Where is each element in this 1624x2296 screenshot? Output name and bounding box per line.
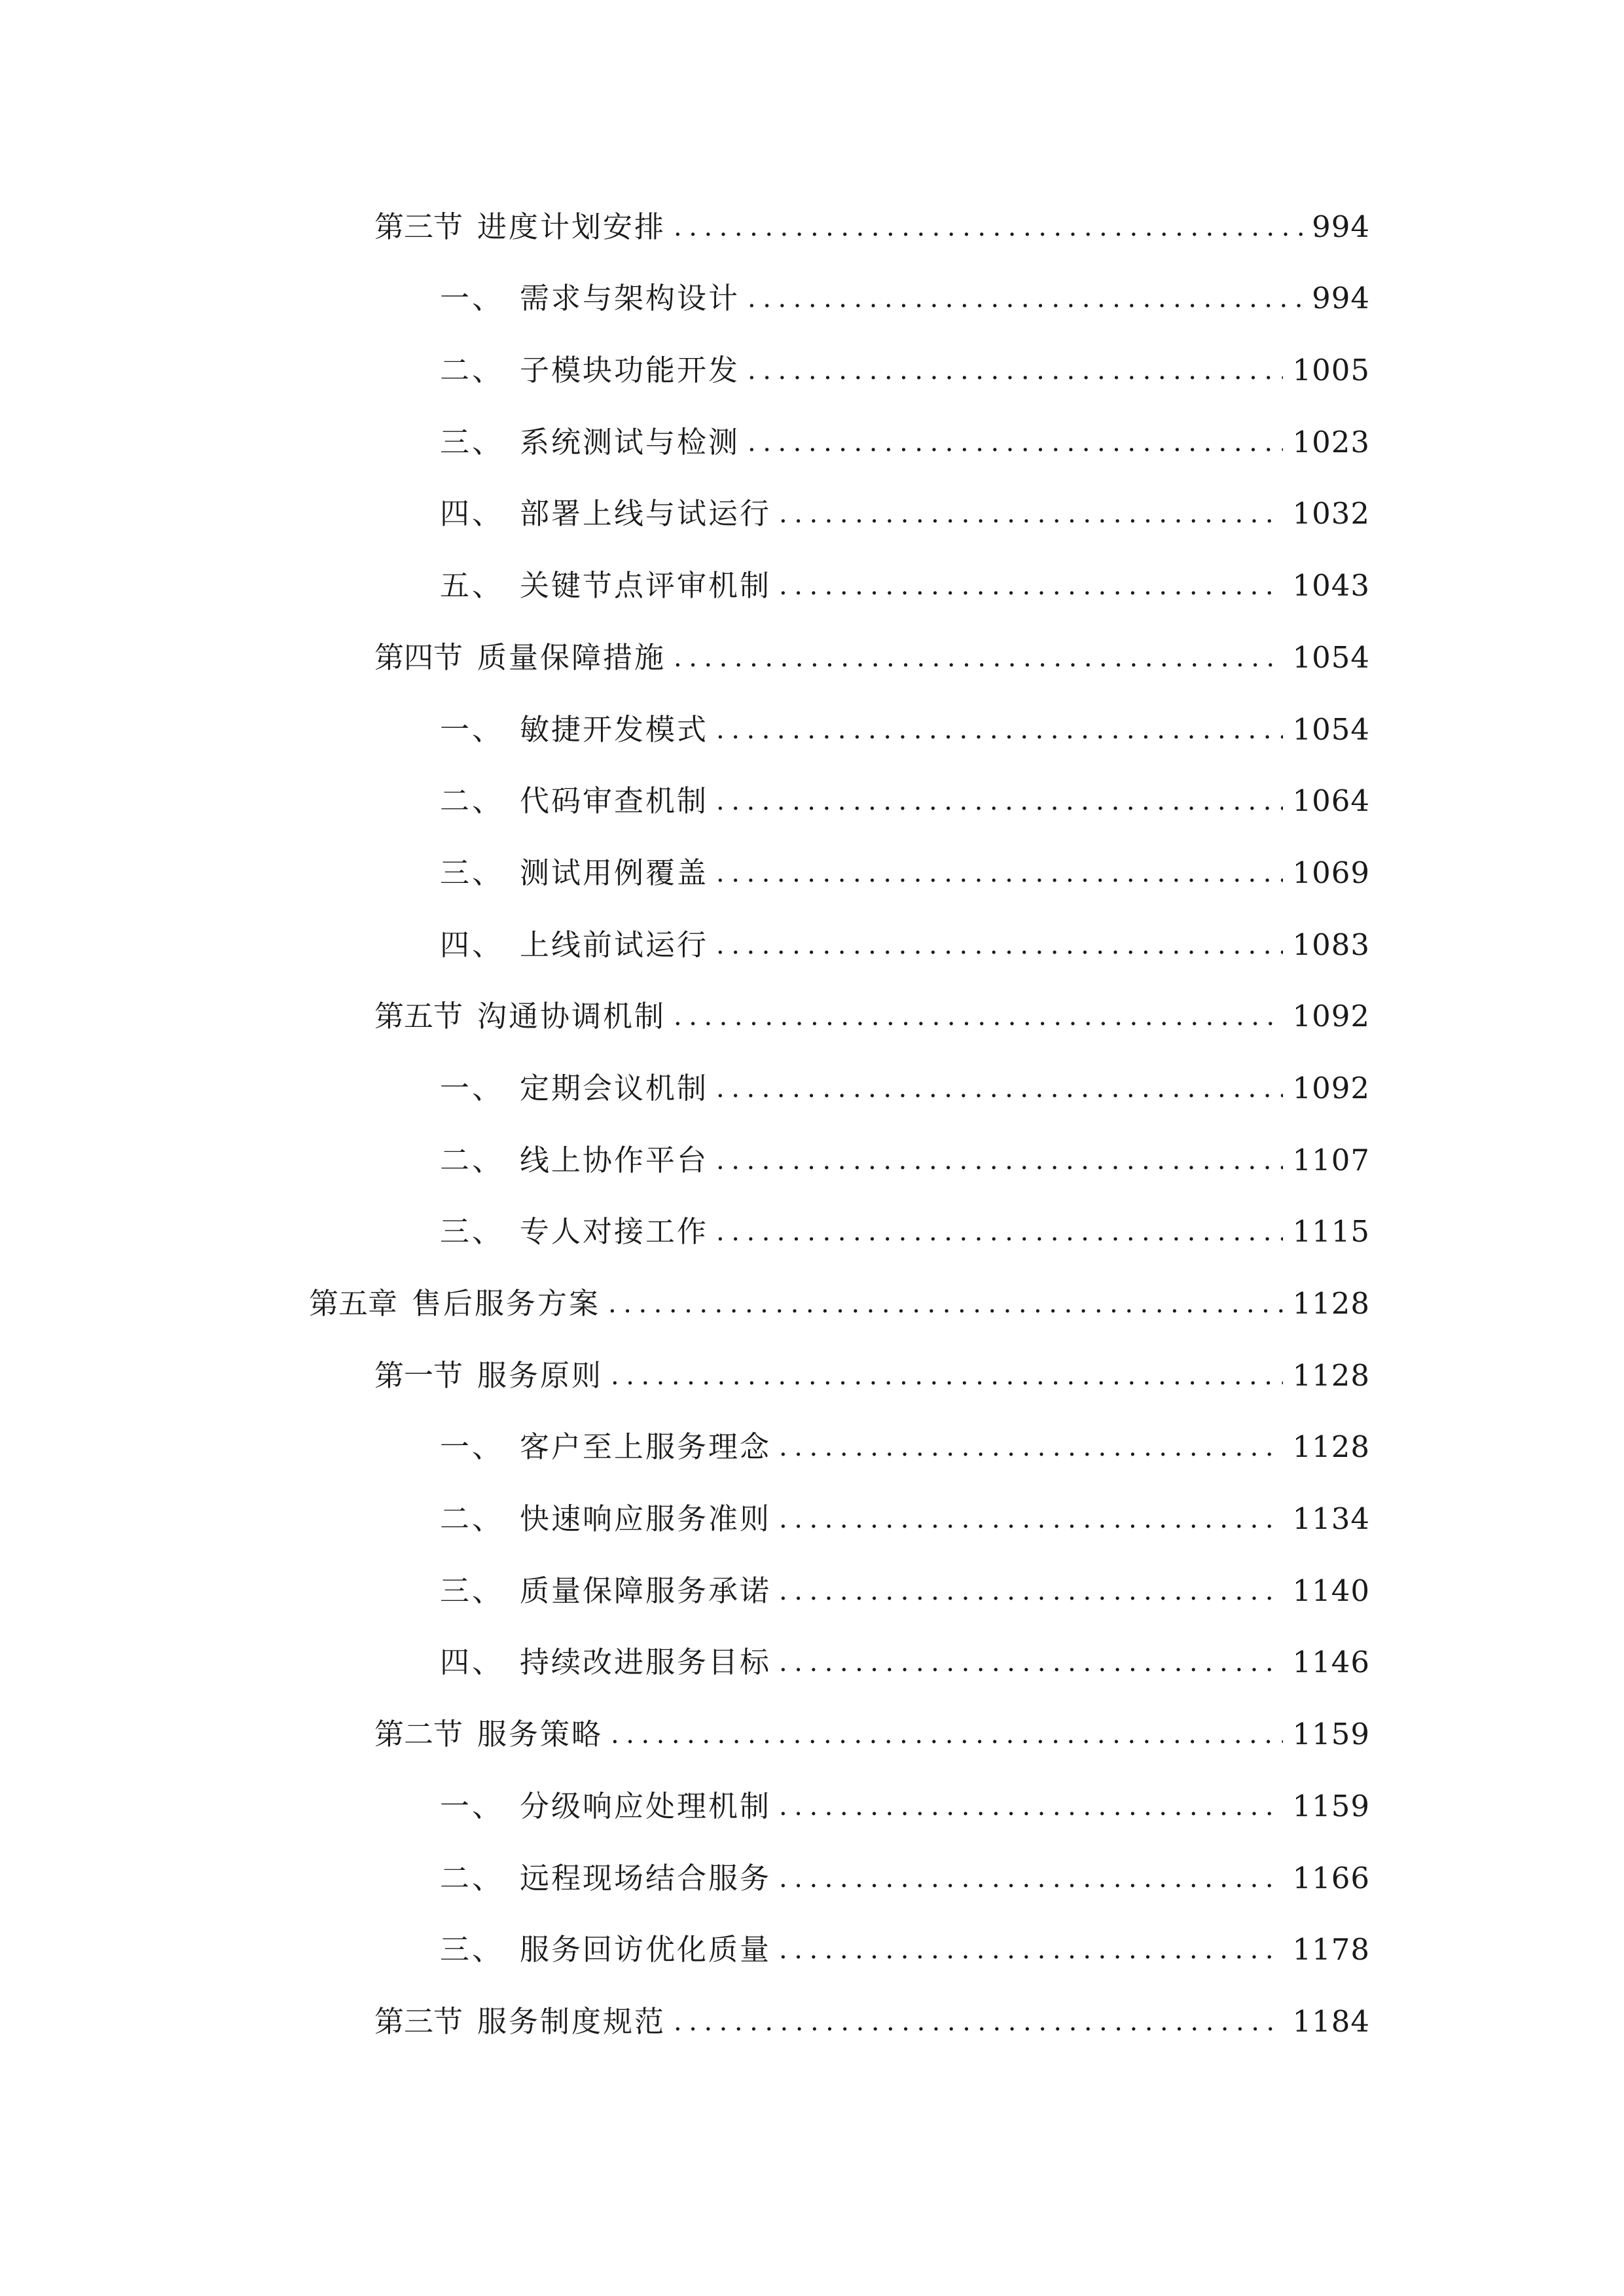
toc-entry-title: 线上协作平台: [520, 1142, 709, 1177]
toc-entry-title: 沟通协调机制: [477, 999, 666, 1034]
toc-dot-leader: [716, 713, 1283, 747]
toc-entry-number: 第四节: [374, 639, 463, 675]
toc-entry-title: 上线前试运行: [520, 927, 709, 962]
toc-entry-title: 需求与架构设计: [520, 281, 740, 316]
toc-entry-number: 一、: [440, 1429, 505, 1465]
toc-dot-leader: [779, 497, 1283, 531]
toc-entry-title: 专人对接工作: [520, 1214, 709, 1249]
toc-entry-number: 第三节: [374, 209, 463, 244]
toc-entry-title: 服务策略: [477, 1717, 604, 1752]
toc-dot-leader: [779, 1933, 1283, 1967]
toc-page-number: 1128: [1292, 1286, 1370, 1321]
toc-entry-title: 测试用例覆盖: [520, 855, 709, 890]
toc-page-number: 1128: [1292, 1357, 1370, 1393]
toc-entry-number: 第五章: [309, 1286, 398, 1321]
toc-dot-leader: [608, 1287, 1283, 1321]
toc-page-number: 1069: [1292, 855, 1370, 890]
toc-entry-number: 二、: [440, 353, 505, 388]
toc-entry-number: 四、: [440, 496, 505, 531]
toc-entry-title: 定期会议机制: [520, 1070, 709, 1105]
toc-page-number: 1005: [1292, 353, 1370, 388]
toc-entry-number: 四、: [440, 1645, 505, 1680]
toc-entry-title: 子模块功能开发: [520, 353, 740, 388]
toc-entry-number: 第一节: [374, 1357, 463, 1393]
toc-page-number: 1134: [1292, 1501, 1370, 1537]
toc-entry-title: 质量保障服务承诺: [520, 1573, 772, 1608]
toc-dot-leader: [716, 1071, 1283, 1105]
toc-entry-title: 部署上线与试运行: [520, 496, 772, 531]
toc-page-number: 1083: [1292, 927, 1370, 962]
toc-entry-number: 一、: [440, 1788, 505, 1823]
toc-entry-title: 持续改进服务目标: [520, 1645, 772, 1680]
toc-entry-number: 二、: [440, 1860, 505, 1895]
toc-dot-leader: [611, 1717, 1283, 1751]
toc-entry-number: 第三节: [374, 2003, 463, 2039]
toc-entry-title: 敏捷开发模式: [520, 711, 709, 747]
toc-page-number: 1064: [1292, 783, 1370, 819]
toc-page-number: 1159: [1292, 1717, 1370, 1752]
toc-dot-leader: [779, 1502, 1283, 1536]
toc-entry-item[interactable]: [0, 1124, 1624, 1196]
toc-entry-title: 代码审查机制: [520, 783, 709, 819]
toc-entry-item[interactable]: [0, 1770, 1624, 1842]
toc-entry-item[interactable]: [0, 908, 1624, 980]
toc-dot-leader: [779, 1430, 1283, 1464]
toc-entry-number: 三、: [440, 1214, 505, 1249]
toc-entry-section[interactable]: [0, 1985, 1624, 2057]
toc-page-number: 1159: [1292, 1788, 1370, 1823]
toc-entry-item[interactable]: [0, 406, 1624, 478]
toc-dot-leader: [779, 1645, 1283, 1679]
toc-entry-section[interactable]: [0, 621, 1624, 693]
toc-entry-title: 分级响应处理机制: [520, 1788, 772, 1823]
toc-entry-section[interactable]: [0, 1339, 1624, 1411]
toc-page-number: 1054: [1292, 639, 1370, 675]
toc-entry-number: 三、: [440, 1932, 505, 1967]
toc-page-number: 1115: [1292, 1214, 1370, 1249]
toc-entry-title: 系统测试与检测: [520, 424, 740, 459]
toc-dot-leader: [674, 210, 1303, 244]
toc-entry-number: 第五节: [374, 999, 463, 1034]
toc-entry-title: 进度计划安排: [477, 209, 666, 244]
toc-entry-title: 关键节点评审机制: [520, 568, 772, 603]
toc-page-number: 1140: [1292, 1573, 1370, 1608]
toc-page-number: 1032: [1292, 496, 1370, 531]
toc-dot-leader: [716, 856, 1283, 890]
toc-entry-title: 服务制度规范: [477, 2003, 666, 2039]
toc-dot-leader: [716, 784, 1283, 818]
toc-entry-item[interactable]: [0, 549, 1624, 621]
toc-dot-leader: [748, 281, 1303, 315]
toc-page-number: 1107: [1292, 1142, 1370, 1177]
toc-entry-section[interactable]: [0, 190, 1624, 262]
toc-dot-leader: [716, 928, 1283, 962]
toc-entry-item[interactable]: [0, 1626, 1624, 1698]
toc-page-number: 1043: [1292, 568, 1370, 603]
toc-page-number: 1023: [1292, 424, 1370, 459]
toc-entry-item[interactable]: [0, 1196, 1624, 1268]
toc-dot-leader: [674, 999, 1283, 1033]
toc-entry-item[interactable]: [0, 1482, 1624, 1554]
toc-dot-leader: [779, 1574, 1283, 1608]
toc-dot-leader: [611, 1359, 1283, 1393]
toc-entry-number: 二、: [440, 783, 505, 819]
toc-entry-number: 三、: [440, 424, 505, 459]
toc-entry-title: 快速响应服务准则: [520, 1501, 772, 1537]
toc-entry-number: 三、: [440, 855, 505, 890]
toc-entry-number: 第二节: [374, 1717, 463, 1752]
toc-dot-leader: [716, 1143, 1283, 1177]
toc-entry-title: 客户至上服务理念: [520, 1429, 772, 1465]
toc-dot-leader: [779, 569, 1283, 603]
toc-entry-title: 售后服务方案: [412, 1286, 601, 1321]
toc-dot-leader: [779, 1861, 1283, 1895]
toc-entry-item[interactable]: [0, 693, 1624, 765]
toc-page-number: 1166: [1292, 1860, 1370, 1895]
toc-entry-number: 三、: [440, 1573, 505, 1608]
toc-page-number: 1146: [1292, 1645, 1370, 1680]
toc-dot-leader: [748, 353, 1283, 387]
toc-entry-number: 二、: [440, 1501, 505, 1537]
toc-entry-item[interactable]: [0, 262, 1624, 334]
toc-entry-number: 五、: [440, 568, 505, 603]
toc-entry-number: 一、: [440, 281, 505, 316]
toc-page-number: 1178: [1292, 1932, 1370, 1967]
toc-dot-leader: [748, 425, 1283, 459]
toc-entry-item[interactable]: [0, 836, 1624, 908]
toc-entry-number: 四、: [440, 927, 505, 962]
toc-entry-number: 一、: [440, 711, 505, 747]
toc-entry-item[interactable]: [0, 1914, 1624, 1986]
toc-dot-leader: [674, 2005, 1283, 2039]
toc-entry-item[interactable]: [0, 334, 1624, 406]
toc-entry-item[interactable]: [0, 1052, 1624, 1124]
toc-entry-item[interactable]: [0, 478, 1624, 550]
toc-entry-number: 一、: [440, 1070, 505, 1105]
toc-page-number: 1092: [1292, 999, 1370, 1034]
toc-entry-item[interactable]: [0, 1842, 1624, 1914]
toc-entry-item[interactable]: [0, 1411, 1624, 1483]
toc-entry-number: 二、: [440, 1142, 505, 1177]
table-of-contents: [0, 190, 1624, 2057]
toc-dot-leader: [779, 1789, 1283, 1823]
toc-dot-leader: [716, 1215, 1283, 1249]
toc-page-number: 1092: [1292, 1070, 1370, 1105]
toc-page-number: 1184: [1292, 2003, 1370, 2039]
toc-page-number: 994: [1312, 209, 1370, 244]
toc-entry-title: 质量保障措施: [477, 639, 666, 675]
toc-entry-title: 远程现场结合服务: [520, 1860, 772, 1895]
toc-entry-chapter[interactable]: [0, 1267, 1624, 1339]
toc-entry-item[interactable]: [0, 765, 1624, 837]
toc-entry-section[interactable]: [0, 1698, 1624, 1770]
toc-entry-title: 服务原则: [477, 1357, 604, 1393]
toc-page-number: 1128: [1292, 1429, 1370, 1465]
toc-entry-title: 服务回访优化质量: [520, 1932, 772, 1967]
toc-entry-section[interactable]: [0, 980, 1624, 1052]
toc-dot-leader: [674, 641, 1283, 675]
toc-page-number: 994: [1312, 281, 1370, 316]
toc-page-number: 1054: [1292, 711, 1370, 747]
toc-entry-item[interactable]: [0, 1554, 1624, 1626]
